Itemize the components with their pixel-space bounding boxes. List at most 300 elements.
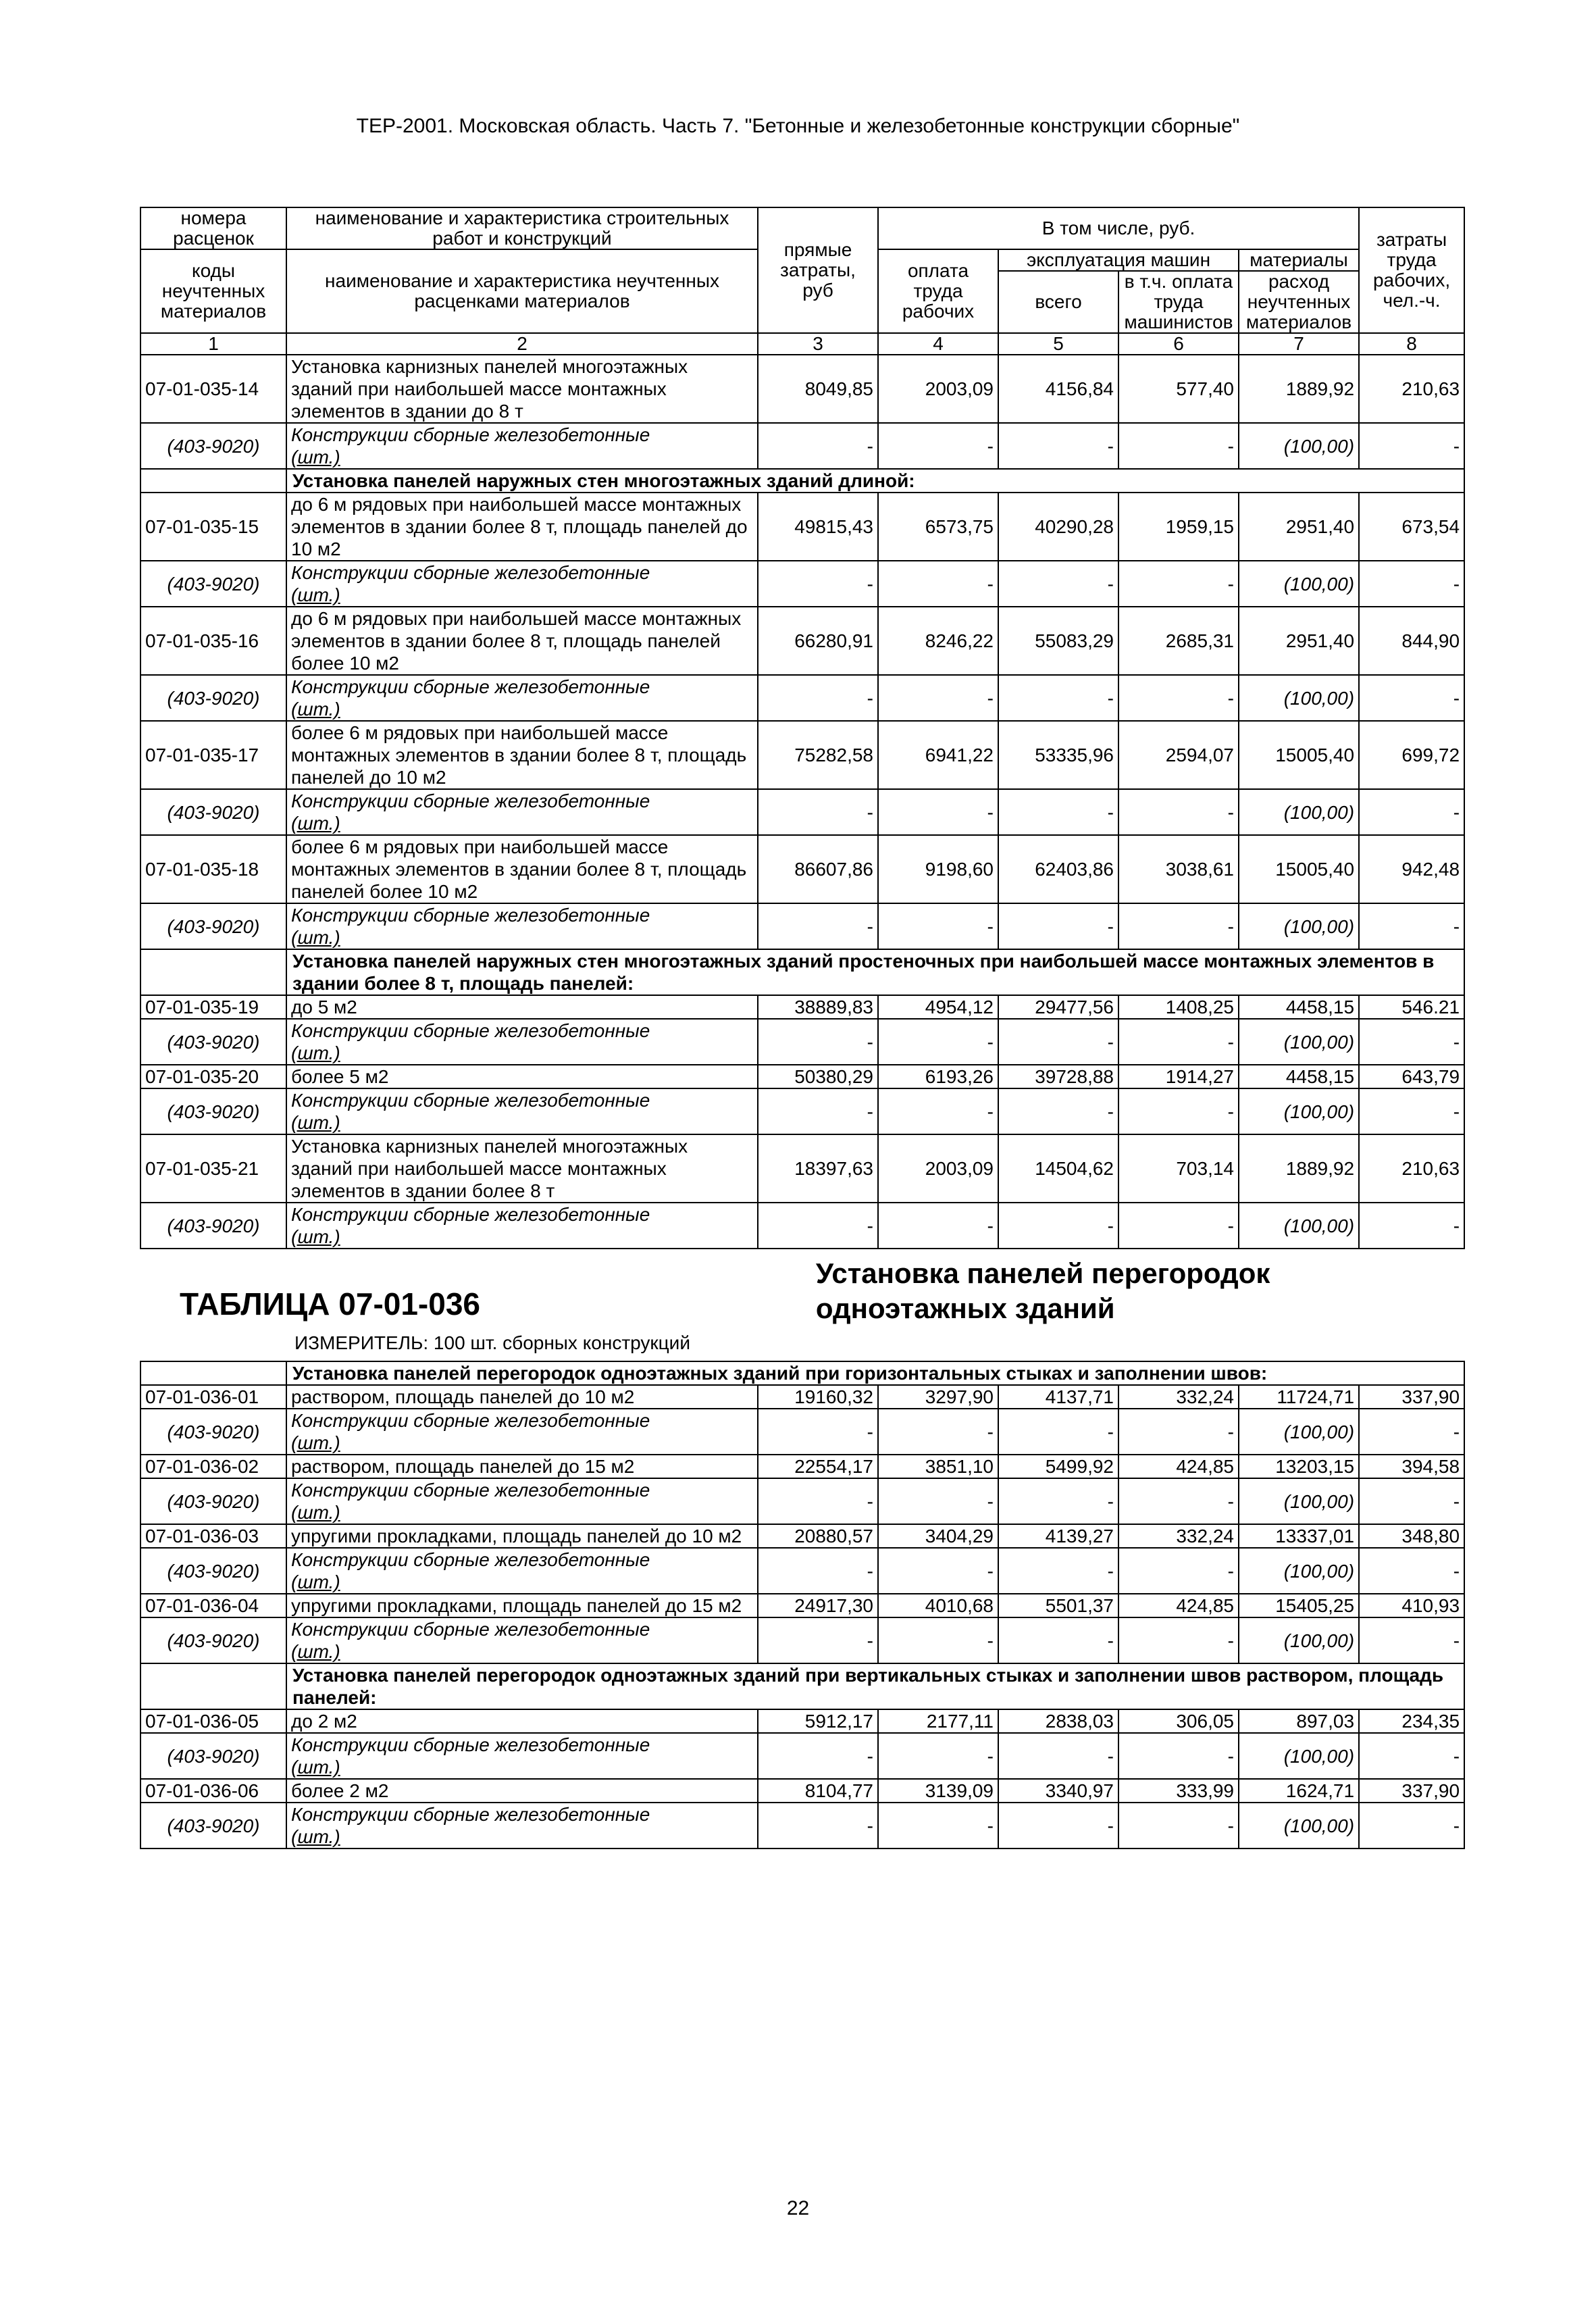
dash-cell: - — [998, 1548, 1118, 1594]
material-row — [140, 1203, 1464, 1249]
dash-cell: - — [878, 1019, 998, 1065]
direct-cost: 8104,77 — [758, 1779, 878, 1803]
col-machines-total-header: всего — [998, 271, 1118, 333]
material-unit: (шт.) — [291, 1757, 340, 1778]
rate-code: 07-01-035-19 — [140, 995, 286, 1019]
dash-cell: - — [758, 675, 878, 721]
material-code: (403-9020) — [140, 1019, 286, 1065]
direct-cost: 38889,83 — [758, 995, 878, 1019]
col-name-header: наименование и характеристика строительных работ и конструкций — [286, 207, 758, 249]
dash-cell: - — [758, 1478, 878, 1524]
rate-name: раствором, площадь панелей до 10 м2 — [286, 1385, 758, 1409]
direct-cost: 22554,17 — [758, 1455, 878, 1478]
machines-total: 4137,71 — [998, 1385, 1118, 1409]
material-row — [140, 1548, 1464, 1594]
dash-cell: - — [998, 1617, 1118, 1663]
table-row — [140, 1455, 1464, 1478]
machines-total: 2838,03 — [998, 1709, 1118, 1733]
dash-cell: - — [1359, 1409, 1464, 1455]
materials-cost: 15005,40 — [1239, 835, 1359, 903]
rate-name: до 2 м2 — [286, 1709, 758, 1733]
material-unit: (шт.) — [291, 1112, 340, 1133]
machinists-wages: 332,24 — [1118, 1524, 1239, 1548]
dash-cell: - — [878, 903, 998, 949]
material-qty: (100,00) — [1239, 1733, 1359, 1779]
table-row — [140, 835, 1464, 903]
material-code: (403-9020) — [140, 1478, 286, 1524]
section-title: Установка панелей наружных стен многоэтажных зданий длиной: — [286, 469, 1464, 493]
material-code: (403-9020) — [140, 1203, 286, 1249]
workers-wages: 4010,68 — [878, 1594, 998, 1617]
material-name-text: Конструкции сборные железобетонные — [291, 1549, 650, 1570]
material-name — [286, 1019, 758, 1065]
dash-cell: - — [998, 1733, 1118, 1779]
dash-cell: - — [1359, 423, 1464, 469]
direct-cost: 19160,32 — [758, 1385, 878, 1409]
dash-cell: - — [1118, 1409, 1239, 1455]
material-name-text: Конструкции сборные железобетонные — [291, 676, 650, 697]
dash-cell: - — [998, 423, 1118, 469]
section-empty-cell — [140, 949, 286, 995]
dash-cell: - — [758, 789, 878, 835]
rate-name: упругими прокладками, площадь панелей до 15 м2 — [286, 1594, 758, 1617]
dash-cell: - — [1118, 675, 1239, 721]
material-name-text: Конструкции сборные железобетонные — [291, 1734, 650, 1755]
labor-hours: 673,54 — [1359, 493, 1464, 561]
machines-total: 3340,97 — [998, 1779, 1118, 1803]
table-code: ТАБЛИЦА 07-01-036 — [180, 1286, 480, 1322]
material-row — [140, 1409, 1464, 1455]
materials-cost: 4458,15 — [1239, 995, 1359, 1019]
rate-code: 07-01-035-14 — [140, 355, 286, 423]
dash-cell: - — [1359, 1019, 1464, 1065]
dash-cell: - — [998, 675, 1118, 721]
dash-cell: - — [878, 1548, 998, 1594]
material-qty: (100,00) — [1239, 903, 1359, 949]
machines-total: 4139,27 — [998, 1524, 1118, 1548]
machinists-wages: 1914,27 — [1118, 1065, 1239, 1088]
dash-cell: - — [758, 1803, 878, 1848]
dash-cell: - — [1118, 1548, 1239, 1594]
material-code: (403-9020) — [140, 1409, 286, 1455]
table-row — [140, 1524, 1464, 1548]
dash-cell: - — [1359, 675, 1464, 721]
material-unit: (шт.) — [291, 1502, 340, 1523]
material-unit: (шт.) — [291, 1826, 340, 1847]
material-code: (403-9020) — [140, 1733, 286, 1779]
labor-hours: 394,58 — [1359, 1455, 1464, 1478]
rate-code: 07-01-036-02 — [140, 1455, 286, 1478]
dash-cell: - — [758, 1088, 878, 1134]
material-name — [286, 423, 758, 469]
material-row — [140, 1803, 1464, 1848]
material-unit: (шт.) — [291, 1226, 340, 1247]
material-name — [286, 1803, 758, 1848]
col-materials-unacc-header: расход неучтенных материалов — [1239, 271, 1359, 333]
machinists-wages: 1408,25 — [1118, 995, 1239, 1019]
dash-cell: - — [998, 1803, 1118, 1848]
material-name — [286, 1203, 758, 1249]
material-code: (403-9020) — [140, 903, 286, 949]
material-qty: (100,00) — [1239, 1803, 1359, 1848]
material-name — [286, 1478, 758, 1524]
machinists-wages: 306,05 — [1118, 1709, 1239, 1733]
dash-cell: - — [998, 561, 1118, 607]
machines-total: 55083,29 — [998, 607, 1118, 675]
dash-cell: - — [878, 1088, 998, 1134]
material-name-text: Конструкции сборные железобетонные — [291, 1804, 650, 1825]
section-title-row — [140, 1663, 1464, 1709]
direct-cost: 5912,17 — [758, 1709, 878, 1733]
material-row — [140, 1733, 1464, 1779]
table-row — [140, 995, 1464, 1019]
dash-cell: - — [758, 1548, 878, 1594]
material-unit: (шт.) — [291, 927, 340, 948]
dash-cell: - — [1118, 1203, 1239, 1249]
workers-wages: 3404,29 — [878, 1524, 998, 1548]
material-name — [286, 1409, 758, 1455]
labor-hours: 844,90 — [1359, 607, 1464, 675]
dash-cell: - — [1359, 1548, 1464, 1594]
labor-hours: 410,93 — [1359, 1594, 1464, 1617]
material-code: (403-9020) — [140, 789, 286, 835]
machinists-wages: 333,99 — [1118, 1779, 1239, 1803]
material-name — [286, 789, 758, 835]
material-row — [140, 1019, 1464, 1065]
machinists-wages: 424,85 — [1118, 1594, 1239, 1617]
workers-wages: 2003,09 — [878, 355, 998, 423]
material-unit: (шт.) — [291, 1571, 340, 1592]
table-title: Установка панелей перегородок одноэтажных зданий — [815, 1257, 1270, 1324]
table-row — [140, 607, 1464, 675]
labor-hours: 234,35 — [1359, 1709, 1464, 1733]
material-qty: (100,00) — [1239, 423, 1359, 469]
materials-cost: 1889,92 — [1239, 1134, 1359, 1203]
dash-cell: - — [878, 561, 998, 607]
material-qty: (100,00) — [1239, 675, 1359, 721]
col-machines-wages-header: в т.ч. оплата труда машинистов — [1118, 271, 1239, 333]
col-code-sub-header: коды неучтенных материалов — [140, 249, 286, 333]
labor-hours: 337,90 — [1359, 1779, 1464, 1803]
workers-wages: 3297,90 — [878, 1385, 998, 1409]
dash-cell: - — [1359, 789, 1464, 835]
labor-hours: 643,79 — [1359, 1065, 1464, 1088]
material-qty: (100,00) — [1239, 1617, 1359, 1663]
dash-cell: - — [1359, 1733, 1464, 1779]
dash-cell: - — [1118, 1019, 1239, 1065]
material-name-text: Конструкции сборные железобетонные — [291, 562, 650, 583]
table-row — [140, 1709, 1464, 1733]
workers-wages: 8246,22 — [878, 607, 998, 675]
section-title-row — [140, 469, 1464, 493]
dash-cell: - — [1359, 561, 1464, 607]
dash-cell: - — [1118, 903, 1239, 949]
material-unit: (шт.) — [291, 813, 340, 834]
materials-cost: 11724,71 — [1239, 1385, 1359, 1409]
col-incl-header: В том числе, руб. — [878, 207, 1359, 249]
col-wages-header: оплата труда рабочих — [878, 249, 998, 333]
dash-cell: - — [878, 1203, 998, 1249]
rate-name: более 5 м2 — [286, 1065, 758, 1088]
material-name-text: Конструкции сборные железобетонные — [291, 424, 650, 445]
dash-cell: - — [998, 1019, 1118, 1065]
materials-cost: 15405,25 — [1239, 1594, 1359, 1617]
dash-cell: - — [878, 1733, 998, 1779]
direct-cost: 24917,30 — [758, 1594, 878, 1617]
material-code: (403-9020) — [140, 1088, 286, 1134]
table-row — [140, 1594, 1464, 1617]
dash-cell: - — [758, 1203, 878, 1249]
dash-cell: - — [878, 675, 998, 721]
material-name-text: Конструкции сборные железобетонные — [291, 1020, 650, 1041]
dash-cell: - — [998, 789, 1118, 835]
machines-total: 29477,56 — [998, 995, 1118, 1019]
dash-cell: - — [1359, 1803, 1464, 1848]
material-row — [140, 1088, 1464, 1134]
rate-name: Установка карнизных панелей многоэтажных зданий при наибольшей массе монтажных элементов в здании более 8 т — [286, 1134, 758, 1203]
material-qty: (100,00) — [1239, 1088, 1359, 1134]
material-name — [286, 1548, 758, 1594]
machinists-wages: 3038,61 — [1118, 835, 1239, 903]
material-row — [140, 1478, 1464, 1524]
column-numbers-row: 1 2 3 4 5 6 7 8 — [140, 333, 1464, 355]
rate-code: 07-01-036-04 — [140, 1594, 286, 1617]
dash-cell: - — [758, 903, 878, 949]
direct-cost: 50380,29 — [758, 1065, 878, 1088]
material-unit: (шт.) — [291, 447, 340, 468]
materials-cost: 13203,15 — [1239, 1455, 1359, 1478]
labor-hours: 210,63 — [1359, 355, 1464, 423]
machines-total: 39728,88 — [998, 1065, 1118, 1088]
col-machines-header: эксплуатация машин — [998, 249, 1239, 271]
rate-code: 07-01-035-15 — [140, 493, 286, 561]
machines-total: 40290,28 — [998, 493, 1118, 561]
direct-cost: 86607,86 — [758, 835, 878, 903]
machinists-wages: 332,24 — [1118, 1385, 1239, 1409]
workers-wages: 6941,22 — [878, 721, 998, 789]
material-name — [286, 1617, 758, 1663]
dash-cell: - — [1118, 561, 1239, 607]
table-title-block — [140, 1249, 1464, 1361]
material-code: (403-9020) — [140, 423, 286, 469]
material-unit: (шт.) — [291, 1641, 340, 1662]
section-title: Установка панелей наружных стен многоэтажных зданий простеночных при наибольшей массе монтажных элементов в здании более 8 т, площадь панелей: — [286, 949, 1464, 995]
material-qty: (100,00) — [1239, 1478, 1359, 1524]
labor-hours: 699,72 — [1359, 721, 1464, 789]
material-name — [286, 561, 758, 607]
material-qty: (100,00) — [1239, 1203, 1359, 1249]
dash-cell: - — [1118, 1733, 1239, 1779]
material-unit: (шт.) — [291, 699, 340, 720]
dash-cell: - — [998, 1203, 1118, 1249]
col-code-header: номера расценок — [140, 207, 286, 249]
col-name-sub-header: наименование и характеристика неучтенных расценками материалов — [286, 249, 758, 333]
rate-name: раствором, площадь панелей до 15 м2 — [286, 1455, 758, 1478]
dash-cell: - — [878, 1803, 998, 1848]
rates-table — [140, 207, 1465, 1849]
dash-cell: - — [758, 423, 878, 469]
table-title-cell — [140, 1249, 1464, 1361]
workers-wages: 4954,12 — [878, 995, 998, 1019]
col-labor-header: затраты труда рабочих, чел.-ч. — [1359, 207, 1464, 333]
table-row — [140, 1065, 1464, 1088]
direct-cost: 66280,91 — [758, 607, 878, 675]
dash-cell: - — [1359, 903, 1464, 949]
table-row — [140, 1134, 1464, 1203]
material-name-text: Конструкции сборные железобетонные — [291, 905, 650, 926]
machines-total: 53335,96 — [998, 721, 1118, 789]
page-header: ТЕР-2001. Московская область. Часть 7. "Бетонные и железобетонные конструкции сборные" — [356, 115, 1240, 137]
rate-code: 07-01-035-18 — [140, 835, 286, 903]
workers-wages: 6193,26 — [878, 1065, 998, 1088]
material-name-text: Конструкции сборные железобетонные — [291, 1410, 650, 1431]
dash-cell: - — [1118, 423, 1239, 469]
material-unit: (шт.) — [291, 1432, 340, 1453]
material-code: (403-9020) — [140, 1803, 286, 1848]
material-name-text: Конструкции сборные железобетонные — [291, 1204, 650, 1225]
material-row — [140, 561, 1464, 607]
dash-cell: - — [1118, 1478, 1239, 1524]
material-name-text: Конструкции сборные железобетонные — [291, 1619, 650, 1640]
dash-cell: - — [1359, 1203, 1464, 1249]
rate-code: 07-01-036-03 — [140, 1524, 286, 1548]
workers-wages: 2003,09 — [878, 1134, 998, 1203]
material-code: (403-9020) — [140, 1617, 286, 1663]
rate-name: до 5 м2 — [286, 995, 758, 1019]
rate-code: 07-01-035-16 — [140, 607, 286, 675]
materials-cost: 13337,01 — [1239, 1524, 1359, 1548]
materials-cost: 897,03 — [1239, 1709, 1359, 1733]
rate-code: 07-01-035-17 — [140, 721, 286, 789]
dash-cell: - — [758, 1019, 878, 1065]
dash-cell: - — [1359, 1617, 1464, 1663]
material-qty: (100,00) — [1239, 1548, 1359, 1594]
direct-cost: 20880,57 — [758, 1524, 878, 1548]
section-title-row — [140, 949, 1464, 995]
dash-cell: - — [878, 1409, 998, 1455]
rate-name: Установка карнизных панелей многоэтажных зданий при наибольшей массе монтажных элементов в здании до 8 т — [286, 355, 758, 423]
rate-code: 07-01-035-20 — [140, 1065, 286, 1088]
dash-cell: - — [878, 789, 998, 835]
rate-name: более 6 м рядовых при наибольшей массе монтажных элементов в здании более 8 т, площадь панелей более 10 м2 — [286, 835, 758, 903]
dash-cell: - — [1118, 1088, 1239, 1134]
direct-cost: 18397,63 — [758, 1134, 878, 1203]
machinists-wages: 1959,15 — [1118, 493, 1239, 561]
dash-cell: - — [878, 1617, 998, 1663]
rate-name: упругими прокладками, площадь панелей до 10 м2 — [286, 1524, 758, 1548]
dash-cell: - — [998, 903, 1118, 949]
material-unit: (шт.) — [291, 1042, 340, 1063]
dash-cell: - — [998, 1409, 1118, 1455]
rate-code: 07-01-036-01 — [140, 1385, 286, 1409]
dash-cell: - — [1359, 1478, 1464, 1524]
material-row — [140, 675, 1464, 721]
dash-cell: - — [878, 423, 998, 469]
direct-cost: 75282,58 — [758, 721, 878, 789]
labor-hours: 337,90 — [1359, 1385, 1464, 1409]
workers-wages: 9198,60 — [878, 835, 998, 903]
machines-total: 5501,37 — [998, 1594, 1118, 1617]
rate-code: 07-01-035-21 — [140, 1134, 286, 1203]
table-row — [140, 355, 1464, 423]
materials-cost: 4458,15 — [1239, 1065, 1359, 1088]
table-row — [140, 1385, 1464, 1409]
material-name — [286, 1088, 758, 1134]
material-qty: (100,00) — [1239, 1019, 1359, 1065]
material-name — [286, 675, 758, 721]
table-row — [140, 721, 1464, 789]
dash-cell: - — [1359, 1088, 1464, 1134]
material-name-text: Конструкции сборные железобетонные — [291, 1480, 650, 1501]
dash-cell: - — [758, 561, 878, 607]
labor-hours: 546.21 — [1359, 995, 1464, 1019]
material-row — [140, 1617, 1464, 1663]
direct-cost: 49815,43 — [758, 493, 878, 561]
machines-total: 4156,84 — [998, 355, 1118, 423]
material-code: (403-9020) — [140, 561, 286, 607]
workers-wages: 3851,10 — [878, 1455, 998, 1478]
material-name-text: Конструкции сборные железобетонные — [291, 1090, 650, 1111]
rate-name: более 2 м2 — [286, 1779, 758, 1803]
materials-cost: 2951,40 — [1239, 607, 1359, 675]
section-empty-cell — [140, 1361, 286, 1385]
materials-cost: 1624,71 — [1239, 1779, 1359, 1803]
col-direct-header: прямые затраты, руб — [758, 207, 878, 333]
material-code: (403-9020) — [140, 1548, 286, 1594]
labor-hours: 348,80 — [1359, 1524, 1464, 1548]
workers-wages: 3139,09 — [878, 1779, 998, 1803]
section-title-row — [140, 1361, 1464, 1385]
dash-cell: - — [1118, 1617, 1239, 1663]
section-title: Установка панелей перегородок одноэтажных зданий при горизонтальных стыках и заполнении швов: — [286, 1361, 1464, 1385]
dash-cell: - — [1118, 1803, 1239, 1848]
machines-total: 62403,86 — [998, 835, 1118, 903]
material-name — [286, 903, 758, 949]
dash-cell: - — [878, 1478, 998, 1524]
rate-code: 07-01-036-05 — [140, 1709, 286, 1733]
section-title: Установка панелей перегородок одноэтажных зданий при вертикальных стыках и заполнении швов раствором, площадь панелей: — [286, 1663, 1464, 1709]
material-qty: (100,00) — [1239, 1409, 1359, 1455]
table-row — [140, 1779, 1464, 1803]
labor-hours: 210,63 — [1359, 1134, 1464, 1203]
dash-cell: - — [758, 1409, 878, 1455]
page-number: 22 — [786, 2197, 810, 2219]
material-unit: (шт.) — [291, 584, 340, 605]
machinists-wages: 424,85 — [1118, 1455, 1239, 1478]
dash-cell: - — [758, 1733, 878, 1779]
materials-cost: 2951,40 — [1239, 493, 1359, 561]
machinists-wages: 577,40 — [1118, 355, 1239, 423]
material-row — [140, 423, 1464, 469]
rate-name: до 6 м рядовых при наибольшей массе монтажных элементов в здании более 8 т, площадь панелей до 10 м2 — [286, 493, 758, 561]
material-name-text: Конструкции сборные железобетонные — [291, 790, 650, 811]
col-materials-header: материалы — [1239, 249, 1359, 271]
material-code: (403-9020) — [140, 675, 286, 721]
materials-cost: 15005,40 — [1239, 721, 1359, 789]
direct-cost: 8049,85 — [758, 355, 878, 423]
workers-wages: 2177,11 — [878, 1709, 998, 1733]
rate-code: 07-01-036-06 — [140, 1779, 286, 1803]
rate-name: до 6 м рядовых при наибольшей массе монтажных элементов в здании более 8 т, площадь панелей более 10 м2 — [286, 607, 758, 675]
dash-cell: - — [758, 1617, 878, 1663]
dash-cell: - — [998, 1478, 1118, 1524]
material-row — [140, 789, 1464, 835]
labor-hours: 942,48 — [1359, 835, 1464, 903]
section-empty-cell — [140, 1663, 286, 1709]
dash-cell: - — [998, 1088, 1118, 1134]
machinists-wages: 2594,07 — [1118, 721, 1239, 789]
workers-wages: 6573,75 — [878, 493, 998, 561]
